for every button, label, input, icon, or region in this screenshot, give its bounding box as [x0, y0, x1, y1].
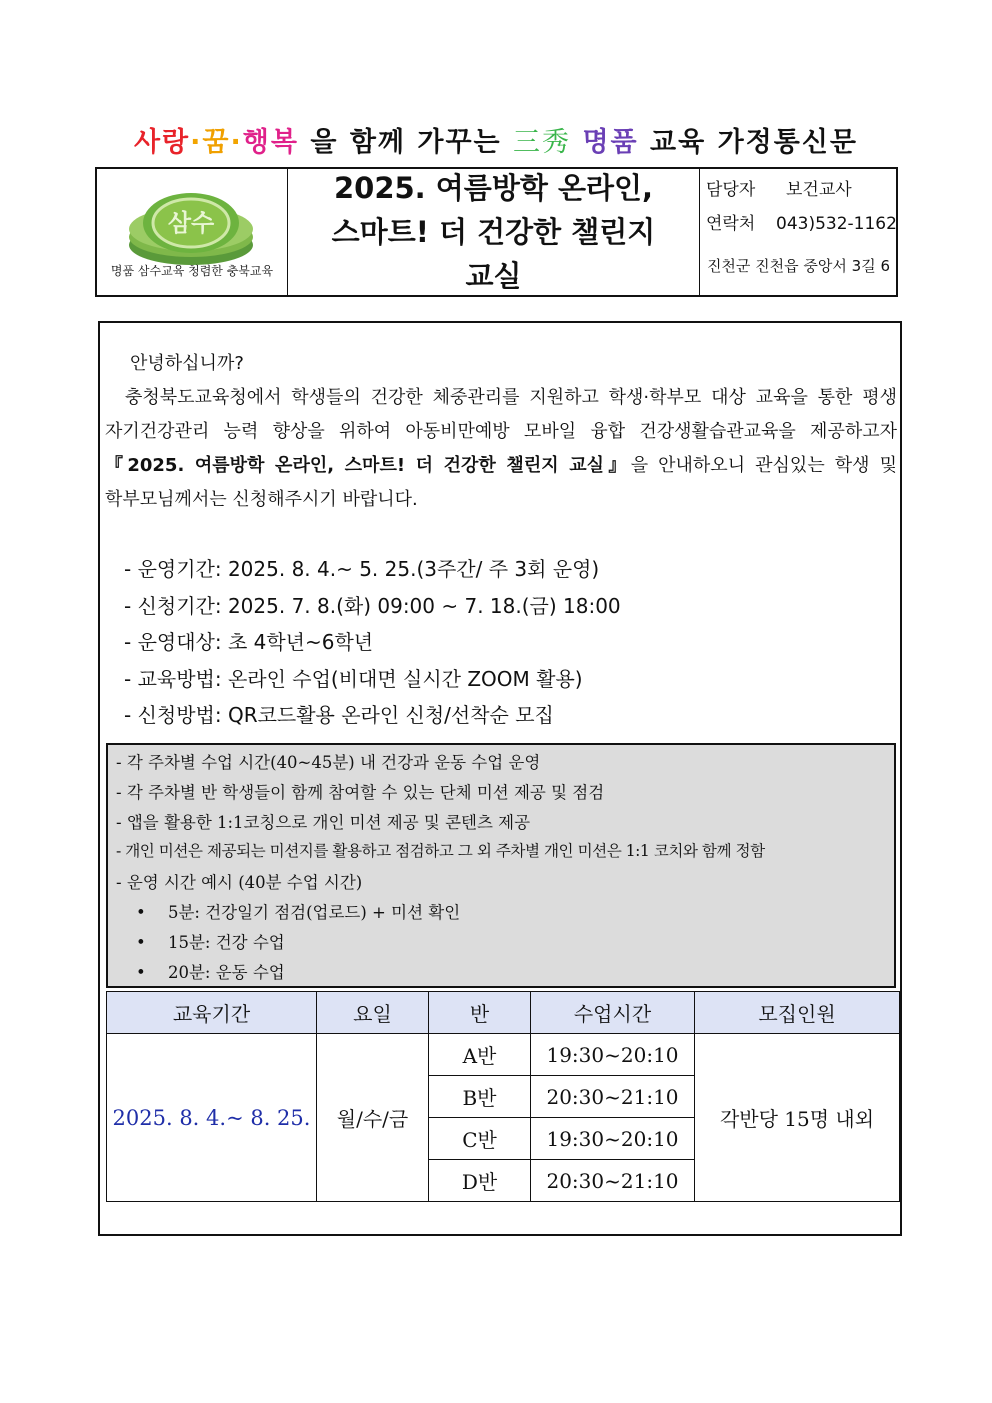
title-line: 2025. 여름방학 온라인,: [333, 171, 654, 205]
contact-phone-label: 연락처: [706, 214, 756, 234]
info-item: - 교육방법: 온라인 수업(비대면 실시간 ZOOM 활용): [124, 666, 583, 691]
detail-line: - 각 주차별 수업 시간(40~45분) 내 건강과 운동 수업 운영: [116, 753, 541, 772]
bullet-dot: •: [136, 963, 146, 982]
program-details-box: [106, 743, 896, 988]
contact-address: 진천군 진천읍 중앙서 3길 6: [706, 257, 890, 275]
newsletter-title: [288, 169, 700, 295]
logo-text: 삼수: [167, 209, 215, 237]
slogan-love: 사랑: [133, 127, 191, 158]
slogan-text: 을 함께 가꾸는: [310, 127, 502, 158]
greeting: 안녕하십니까?: [130, 353, 244, 374]
intro-paragraph: [105, 381, 897, 517]
contact-person-row: [706, 175, 852, 200]
class-name-cell: B반: [429, 1076, 531, 1118]
program-info-list: [124, 551, 621, 734]
capacity-cell: 각반당 15명 내외: [695, 1034, 900, 1202]
header-cell: 요일: [317, 992, 429, 1034]
contact-phone-row: [706, 209, 897, 234]
class-name-cell: D반: [429, 1160, 531, 1202]
program-name: 『2025. 여름방학 온라인, 스마트! 더 건강한 챌린지 교실』: [105, 455, 631, 476]
slogan-myung: 명품: [582, 127, 639, 158]
period-cell: 2025. 8. 4.~ 8. 25.: [107, 1034, 317, 1202]
slogan-dream: 꿈: [202, 127, 231, 158]
slogan-dot: ·: [190, 127, 203, 158]
contact-phone-value: 043)532-1162: [776, 214, 897, 234]
logo-caption: 명품 삼수교육 청렴한 충북교육: [110, 264, 274, 278]
detail-line: - 각 주차별 반 학생들이 함께 참여할 수 있는 단체 미션 제공 및 점검: [116, 783, 605, 802]
contact-info: [700, 169, 896, 295]
schedule-header-row: [107, 992, 900, 1034]
detail-bullet: [136, 959, 285, 983]
slogan-dot: ·: [230, 127, 243, 158]
detail-line: - 개인 미션은 제공되는 미션지를 활용하고 점검하고 그 외 주차별 개인 미션은 1:1 코치와 함께 정함: [116, 842, 765, 860]
detail-line: - 운영 시간 예시 (40분 수업 시간): [116, 873, 363, 892]
class-time-cell: 19:30~20:10: [531, 1118, 695, 1160]
logo-cell: [97, 169, 288, 295]
contact-person-label: 담당자: [706, 180, 756, 200]
class-time-cell: 19:30~20:10: [531, 1034, 695, 1076]
intro-text: 충청북도교육청에서 학생들의 건강한 체중관리를 지원하고 학생·학부모 대상 교육을 통한 평생 자기건강관리 능력 향상을 위하여 아동비만예방 모바일 융합 건강생활습관교육을 제공하고자: [105, 387, 897, 442]
info-item: - 신청방법: QR코드활용 온라인 신청/선착순 모집: [124, 703, 554, 727]
schedule-table: [106, 991, 900, 1202]
info-item: - 운영대상: 초 4학년~6학년: [124, 630, 374, 654]
detail-bullet: [136, 899, 460, 923]
detail-bullet: [136, 929, 285, 953]
detail-bullet-text: 15분: 건강 수업: [168, 933, 285, 952]
slogan-text: 교육 가정통신문: [650, 127, 859, 158]
class-time-cell: 20:30~21:10: [531, 1076, 695, 1118]
samsu-coin-logo: [127, 187, 255, 267]
days-cell: 월/수/금: [317, 1034, 429, 1202]
slogan-sams: 三秀: [513, 127, 572, 158]
bullet-dot: •: [136, 933, 146, 952]
class-name-cell: A반: [429, 1034, 531, 1076]
newsletter-slogan: [0, 120, 992, 159]
slogan-happy: 행복: [242, 127, 299, 158]
header-cell: 모집인원: [695, 992, 900, 1034]
info-item: - 신청기간: 2025. 7. 8.(화) 09:00 ~ 7. 18.(금) 18:00: [124, 593, 621, 618]
contact-person-value: 보건교사: [786, 180, 852, 200]
table-row: [107, 1034, 900, 1076]
newsletter-header: [95, 167, 898, 297]
title-line: 스마트! 더 건강한 챌린지: [331, 215, 656, 249]
notice-body: [98, 321, 902, 1236]
detail-line: - 앱을 활용한 1:1코칭으로 개인 미션 제공 및 콘텐츠 제공: [116, 813, 531, 832]
class-time-cell: 20:30~21:10: [531, 1160, 695, 1202]
title-line: 교실: [465, 259, 522, 293]
bullet-dot: •: [136, 903, 146, 922]
detail-bullet-text: 5분: 건강일기 점검(업로드) + 미션 확인: [168, 903, 461, 922]
header-cell: 수업시간: [531, 992, 695, 1034]
class-name-cell: C반: [429, 1118, 531, 1160]
info-item: - 운영기간: 2025. 8. 4.~ 5. 25.(3주간/ 주 3회 운영): [124, 557, 600, 581]
intro-text: 을 안내하오니 관심있는 학생 및 학부모님께서는 신청해주시기 바랍니다.: [105, 455, 898, 510]
header-cell: 반: [429, 992, 531, 1034]
detail-bullet-text: 20분: 운동 수업: [168, 963, 285, 982]
header-cell: 교육기간: [107, 992, 317, 1034]
